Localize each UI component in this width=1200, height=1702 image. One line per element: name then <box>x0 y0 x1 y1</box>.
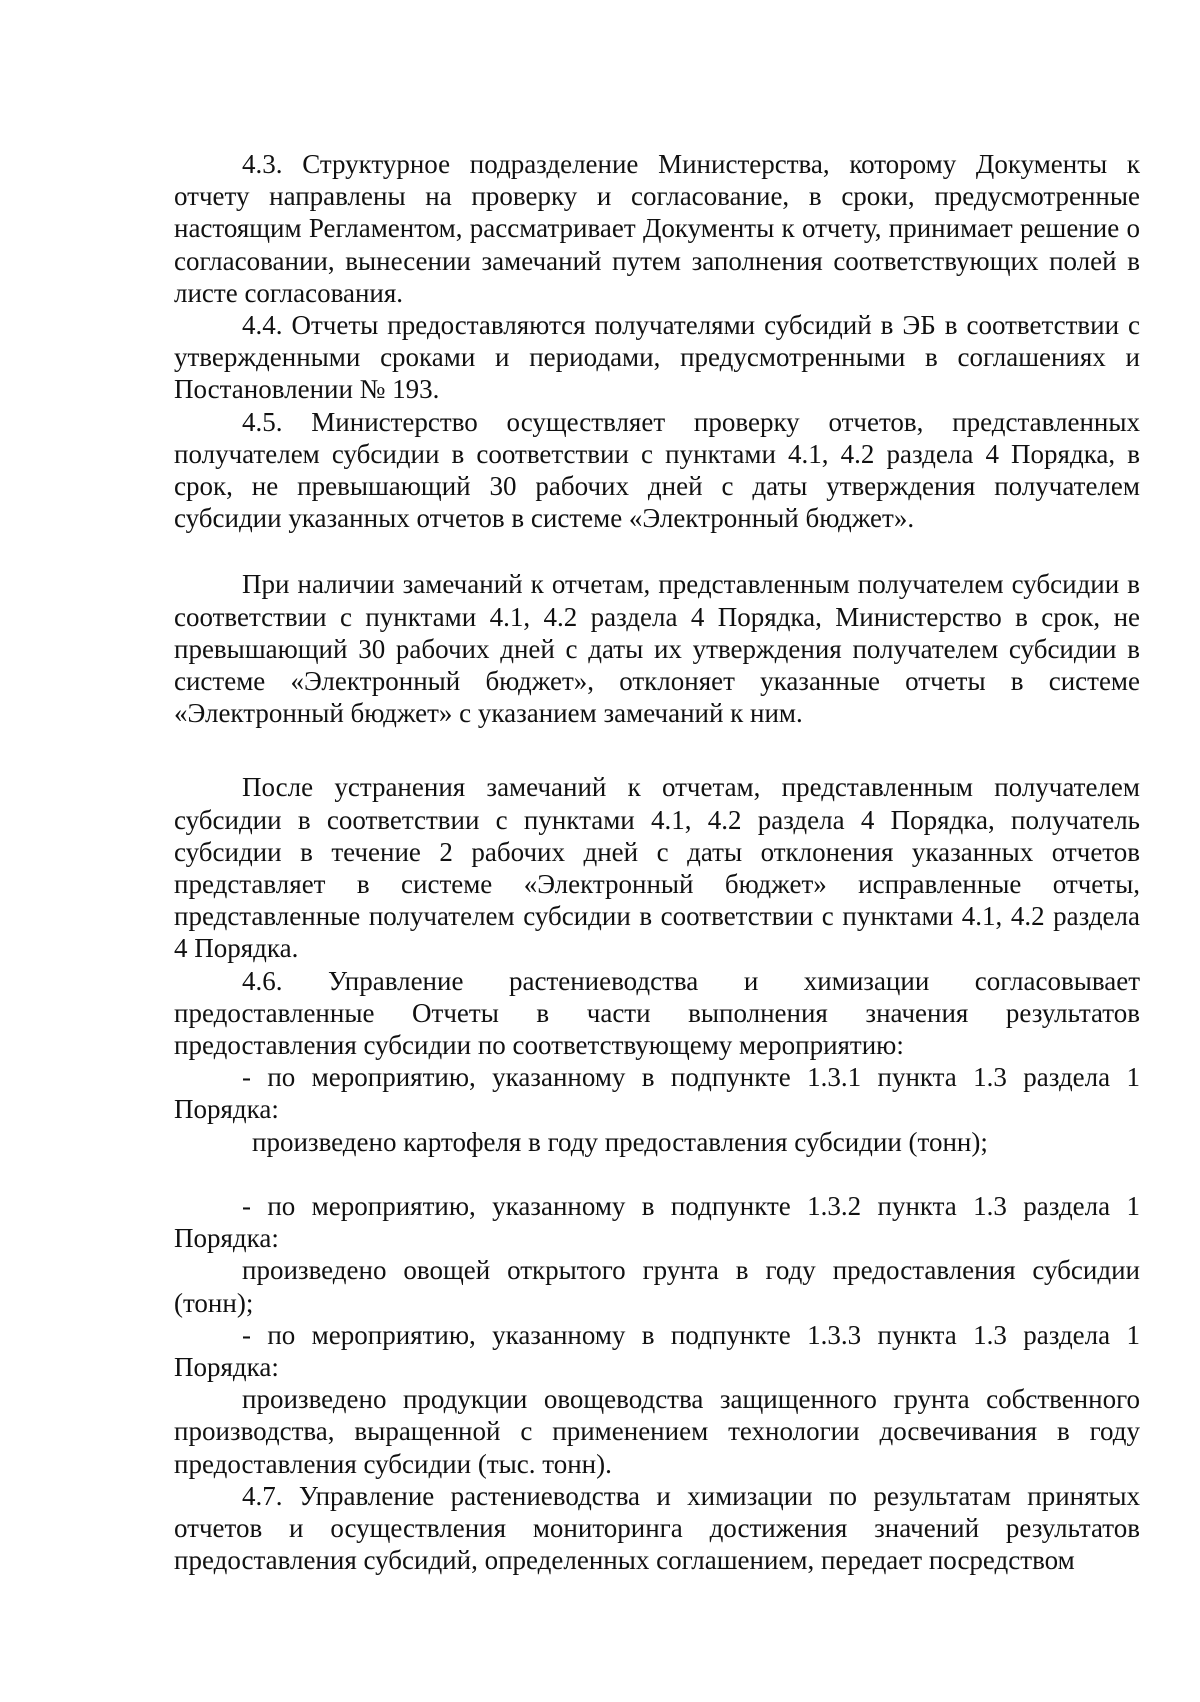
result-potatoes: произведено картофеля в году предоставления субсидии (тонн); <box>252 1126 988 1157</box>
paragraph-4-4: 4.4. Отчеты предоставляются получателями субсидий в ЭБ в соответствии с утвержденными сроками и периодами, предусмотренными в соглашениях и Постановлении № 193. <box>174 310 1140 405</box>
paragraph-4-7: 4.7. Управление растениеводства и химизации по результатам принятых отчетов и осуществления мониторинга достижения значений результатов предоставления субсидий, определенных соглашением, передает посредством <box>174 1480 1140 1576</box>
paragraph-4-6: 4.6. Управление растениеводства и химизации согласовывает предоставленные Отчеты в части выполнения значения результатов предоставления субсидии по соответствующему мероприятию: <box>174 965 1140 1061</box>
result-vegetables-open-ground: произведено овощей открытого грунта в году предоставления субсидии (тонн); <box>174 1255 1140 1318</box>
paragraph-4-3: 4.3. Структурное подразделение Министерства, которому Документы к отчету направлены на проверку и согласование, в сроки, предусмотренные настоящим Регламентом, рассматривает Документы к отчету, принимает решение о согласовании, вынесении замечаний путем заполнения соответствующих полей в листе согласования. <box>174 149 1140 308</box>
list-item-1-3-2: - по мероприятию, указанному в подпункте 1.3.2 пункта 1.3 раздела 1 Порядка: <box>174 1190 1140 1254</box>
document-page <box>174 148 1140 1576</box>
paragraph-after-remarks: После устранения замечаний к отчетам, представленным получателем субсидии в соответствии с пунктами 4.1, 4.2 раздела 4 Порядка, получатель субсидии в течение 2 рабочих дней с даты отклонения указанных отчетов представляет в системе «Электронный бюджет» исправленные отчеты, представленные получателем субсидии в соответствии с пунктами 4.1, 4.2 раздела 4 Порядка. <box>174 772 1140 964</box>
list-item-1-3-1: - по мероприятию, указанному в подпункте 1.3.1 пункта 1.3 раздела 1 Порядка: <box>174 1062 1140 1125</box>
paragraph-remarks: При наличии замечаний к отчетам, представленным получателем субсидии в соответствии с пунктами 4.1, 4.2 раздела 4 Порядка, Министерство в срок, не превышающий 30 рабочих дней с даты их утверждения получателем субсидии в системе «Электронный бюджет», отклоняет указанные отчеты в системе «Электронный бюджет» с указанием замечаний к ним. <box>174 569 1140 729</box>
list-item-1-3-3: - по мероприятию, указанному в подпункте 1.3.3 пункта 1.3 раздела 1 Порядка: <box>174 1319 1140 1382</box>
result-protected-ground: произведено продукции овощеводства защищенного грунта собственного производства, выращенной с применением технологии досвечивания в году предоставления субсидии (тыс. тонн). <box>174 1384 1140 1479</box>
paragraph-4-5: 4.5. Министерство осуществляет проверку отчетов, представленных получателем субсидии в соответствии с пунктами 4.1, 4.2 раздела 4 Порядка, в срок, не превышающий 30 рабочих дней с даты утверждения получателем субсидии указанных отчетов в системе «Электронный бюджет». <box>174 406 1140 534</box>
